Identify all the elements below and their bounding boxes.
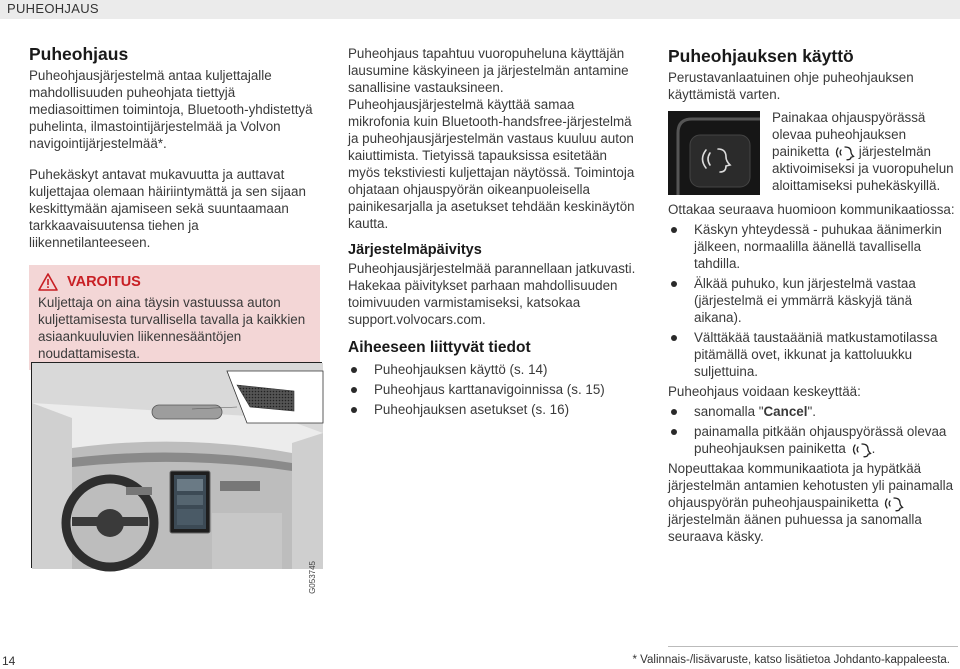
longpress-text: painamalla pitkään ohjauspyörässä olevaa puheohjauksen painiketta [694,424,947,456]
figure-code: G053745 [308,561,317,594]
usage-title: Puheohjauksen käyttö [668,46,854,66]
cancel-prefix: sanomalla " [694,404,764,419]
tip-item: Älkää puhuko, kun järjestelmä vastaa (järjestelmä ei ymmärrä käskyjä tänä aikana). [668,275,958,326]
footnote-rule [668,646,958,647]
related-list [348,361,638,418]
column-2 [348,45,638,421]
page-number: 14 [2,654,16,668]
warning-triangle-icon [38,273,58,291]
steering-wheel-button-illustration [668,111,760,195]
warning-title: VAROITUS [67,273,141,290]
warning-box [29,265,320,370]
header-band [0,0,960,19]
speedup-text-b: järjestelmän äänen puhuessa ja sanomalla seuraava käsky. [668,512,922,544]
intro-paragraph: Puheohjausjärjestelmä antaa kuljettajalle mahdollisuuden puheohjata tiettyjä mediasoittimen toimintoja, Bluetooth-yhdistettyä puhelinta, ilmastointijärjestelmää ja Volvon navigointijärjestelmää*. [29,68,313,151]
column-3 [668,45,958,545]
dashboard-drawing [32,363,323,569]
press-button-text: Painakaa ohjauspyörässä olevaa puheohjauksen painiketta [772,110,926,159]
cancel-command: Cancel [763,404,808,419]
column-1 [29,43,321,370]
speedup-paragraph [668,460,958,545]
update-paragraph [348,260,638,328]
warning-text: Kuljettaja on aina täysin vastuussa auton kuljettamisesta turvallisella tavalla ja kaikkien asiaankuuluvien liikennesääntöjen noudattamisesta. [38,295,306,361]
section-header: PUHEOHJAUS [7,1,99,16]
update-heading: Järjestelmäpäivitys [348,242,482,258]
benefit-paragraph: Puhekäskyt antavat mukavuutta ja auttavat kuljettajaa olemaan häiriintymättä ja sen sijaan keskittymään ajamiseen sekä suuntaamaan tarkkaavaisuutensa tiehen ja liikennetilanteeseen. [29,167,306,250]
dialogue-paragraph: Puheohjaus tapahtuu vuoropuheluna käyttäjän lausumine käskyineen ja järjestelmän antamine sanallisine vastauksineen. Puheohjausjärjestelmä käyttää samaa mikrofonia kuin Bluetooth-handsfree-järjestelmä ja puheohjausjärjestelmän vastaus kuuluu auton kaiuttimista. Tietyissä tapauksissa esitetään myös tekstiviesti kuljettajan näytössä. Toimintoja ohjataan ohjauspyörän oikeanpuoleisella painikesarjalla ja asetukset tehdään keskinäytön kautta. [348,46,635,231]
voice-control-icon [850,442,872,457]
tip-item: Välttäkää taustaääniä matkustamotilassa pitämällä ovet, ikkunat ja kattoluukku suljettuina. [668,329,958,380]
interrupt-intro: Puheohjaus voidaan keskeyttää: [668,384,861,399]
related-link[interactable]: Puheohjaus karttanavigoinnissa (s. 15) [348,381,638,398]
interrupt-item-cancel [668,403,958,420]
car-interior-illustration [31,362,322,594]
usage-intro: Perustavanlaatuinen ohje puheohjauksen käyttämistä varten. [668,70,914,102]
voice-control-icon [882,496,904,511]
longpress-period: . [871,441,876,456]
related-link[interactable]: Puheohjauksen käyttö (s. 14) [348,361,638,378]
related-link[interactable]: Puheohjauksen asetukset (s. 16) [348,401,638,418]
support-link[interactable]: support.volvocars.com [348,312,482,327]
update-period: . [481,312,486,327]
interrupt-item-longpress [668,423,958,457]
activate-text: järjestelmän aktivoimiseksi ja vuoropuhelun aloittamiseksi puhekäskyillä. [772,144,954,193]
update-text: Puheohjausjärjestelmää parannellaan jatkuvasti. Hakekaa päivitykset parhaan mahdollisuuden toimivuuden varmistamiseksi, katsokaa [348,261,636,310]
voice-button-instructions [772,109,960,194]
cancel-suffix: ". [807,404,816,419]
communication-tips [668,221,958,380]
voice-button-illustration-block [668,109,958,201]
voice-control-button-drawing [668,111,760,195]
interrupt-list [668,403,958,457]
section-title: Puheohjaus [29,44,129,64]
footnote: * Valinnais-/lisävaruste, katso lisätietoa Johdanto-kappaleesta. [632,654,950,666]
speedup-text-a: Nopeuttakaa kommunikaatiota ja hypätkää järjestelmän antamien kehotusten yli painamalla ohjauspyörän puheohjauspainiketta [668,461,954,510]
voice-control-icon [833,145,855,160]
communication-intro: Ottakaa seuraava huomioon kommunikaatiossa: [668,202,955,217]
warning-heading [38,273,313,291]
related-heading: Aiheeseen liittyvät tiedot [348,339,531,356]
tip-item: Käskyn yhteydessä - puhukaa äänimerkin jälkeen, normaalilla äänellä tavallisella tahdilla. [668,221,958,272]
